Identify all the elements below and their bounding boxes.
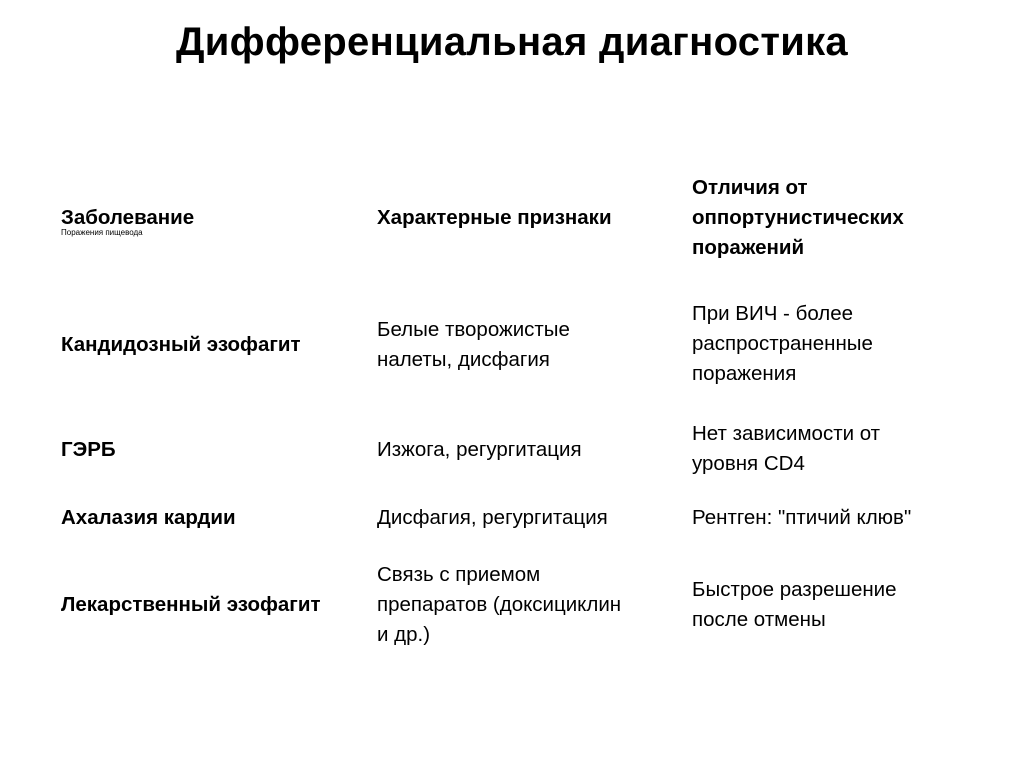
row-1-diff-line: При ВИЧ - более (692, 302, 854, 325)
header-signs: Характерные признаки (377, 206, 612, 229)
row-2-diff-line: уровня CD4 (692, 452, 805, 475)
header-diff (692, 173, 992, 263)
row-4-diff-line: после отмены (692, 608, 826, 631)
row-3-signs-line: Дисфагия, регургитация (377, 506, 608, 529)
row-1-diff-line: распространенные (692, 332, 873, 355)
row-1-signs-line: Белые творожистые (377, 318, 570, 341)
row-1-signs-line: налеты, дисфагия (377, 348, 550, 371)
row-4-signs-line: и др.) (377, 623, 431, 646)
row-2-signs (377, 435, 677, 465)
row-4-signs-line: препаратов (доксициклин (377, 593, 622, 616)
row-1-diff-line: поражения (692, 362, 797, 385)
header-diff-line: оппортунистических (692, 206, 904, 229)
page-title: Дифференциальная диагностика (176, 20, 848, 64)
row-1-signs (377, 315, 677, 375)
row-4-signs-line: Связь с приемом (377, 563, 541, 586)
row-3-diff (692, 503, 992, 533)
row-3-diff-line: Рентген: "птичий клюв" (692, 506, 912, 529)
row-2-disease: ГЭРБ (61, 438, 116, 461)
header-disease: Заболевание (61, 206, 195, 229)
row-1-disease: Кандидозный эзофагит (61, 333, 301, 356)
row-1-diff (692, 299, 992, 389)
row-2-signs-line: Изжога, регургитация (377, 438, 582, 461)
row-2-diff (692, 419, 992, 479)
row-4-diff-line: Быстрое разрешение (692, 578, 897, 601)
row-4-disease: Лекарственный эзофагит (61, 593, 321, 616)
row-2-diff-line: Нет зависимости от (692, 422, 881, 445)
row-3-disease: Ахалазия кардии (61, 506, 236, 529)
row-4-signs (377, 560, 677, 650)
row-3-signs (377, 503, 677, 533)
row-4-diff (692, 575, 992, 635)
header-diff-line: поражений (692, 236, 805, 259)
header-diff-line: Отличия от (692, 176, 808, 199)
header-disease-caption: Поражения пищевода (61, 228, 143, 237)
